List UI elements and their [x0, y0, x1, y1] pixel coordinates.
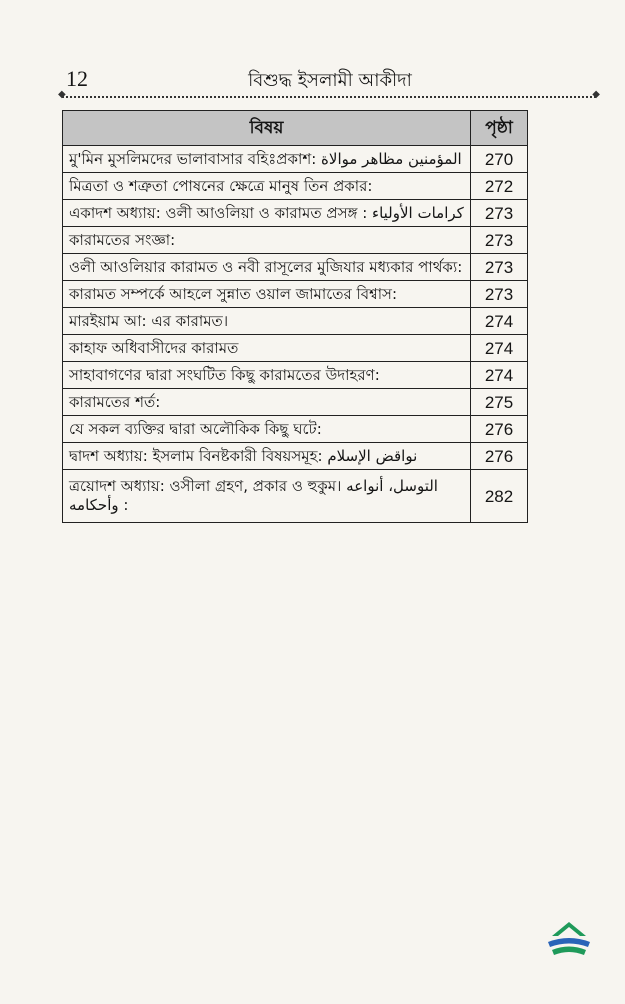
row-title: যে সকল ব্যক্তির দ্বারা অলৌকিক কিছু ঘটে:: [63, 416, 471, 443]
table-row: [63, 389, 528, 416]
row-title: কারামত সম্পর্কে আহলে সুন্নাত ওয়াল জামাতের বিশ্বাস:: [63, 281, 471, 308]
header-rule: [62, 96, 596, 98]
page-number: 12: [66, 66, 88, 91]
table-row: [63, 281, 528, 308]
row-page: 274: [471, 362, 528, 389]
row-page: 273: [471, 200, 528, 227]
table-row: [63, 470, 528, 523]
table-row: [63, 362, 528, 389]
row-title: কারামতের শর্ত:: [63, 389, 471, 416]
running-head-title: বিশুদ্ধ ইসলামী আকীদা: [248, 70, 412, 91]
row-title: ত্রয়োদশ অধ্যায়: ওসীলা গ্রহণ, প্রকার ও হুকুম। التوسل، أنواعه وأحكامه :: [63, 470, 471, 523]
row-title: কাহাফ অধিবাসীদের কারামত: [63, 335, 471, 362]
row-title: ওলী আওলিয়ার কারামত ও নবী রাসূলের মুজিযার মধ্যকার পার্থক্য:: [63, 254, 471, 281]
table-row: [63, 335, 528, 362]
row-title: একাদশ অধ্যায়: ওলী আওলিয়া ও কারামত প্রসঙ্গ : كرامات الأولياء: [63, 200, 471, 227]
contents-table: [62, 110, 528, 523]
row-page: 274: [471, 335, 528, 362]
row-title: সাহাবাগণের দ্বারা সংঘটিত কিছু কারামতের উদাহরণ:: [63, 362, 471, 389]
row-title: মারইয়াম আ: এর কারামত।: [63, 308, 471, 335]
row-page: 273: [471, 227, 528, 254]
publisher-logo-icon: [542, 918, 596, 960]
table-header-row: [63, 111, 528, 146]
row-page: 272: [471, 173, 528, 200]
table-row: [63, 443, 528, 470]
row-page: 273: [471, 254, 528, 281]
row-title: মিত্রতা ও শত্রুতা পোষনের ক্ষেত্রে মানুষ তিন প্রকার:: [63, 173, 471, 200]
table-row: [63, 173, 528, 200]
table-row: [63, 254, 528, 281]
row-title: মু'মিন মুসলিমদের ভালাবাসার বহিঃপ্রকাশ: المؤمنين مظاهر موالاة: [63, 146, 471, 173]
table-row: [63, 146, 528, 173]
table-row: [63, 416, 528, 443]
table-row: [63, 227, 528, 254]
row-page: 276: [471, 416, 528, 443]
subject-header: বিষয়: [63, 111, 471, 146]
row-title: দ্বাদশ অধ্যায়: ইসলাম বিনষ্টকারী বিষয়সমূহ: نواقض الإسلام: [63, 443, 471, 470]
row-title: কারামতের সংজ্ঞা:: [63, 227, 471, 254]
table-row: [63, 200, 528, 227]
row-page: 282: [471, 470, 528, 523]
row-page: 270: [471, 146, 528, 173]
page-header: পৃষ্ঠা: [471, 111, 528, 146]
row-page: 273: [471, 281, 528, 308]
table-row: [63, 308, 528, 335]
row-page: 275: [471, 389, 528, 416]
row-page: 276: [471, 443, 528, 470]
row-page: 274: [471, 308, 528, 335]
